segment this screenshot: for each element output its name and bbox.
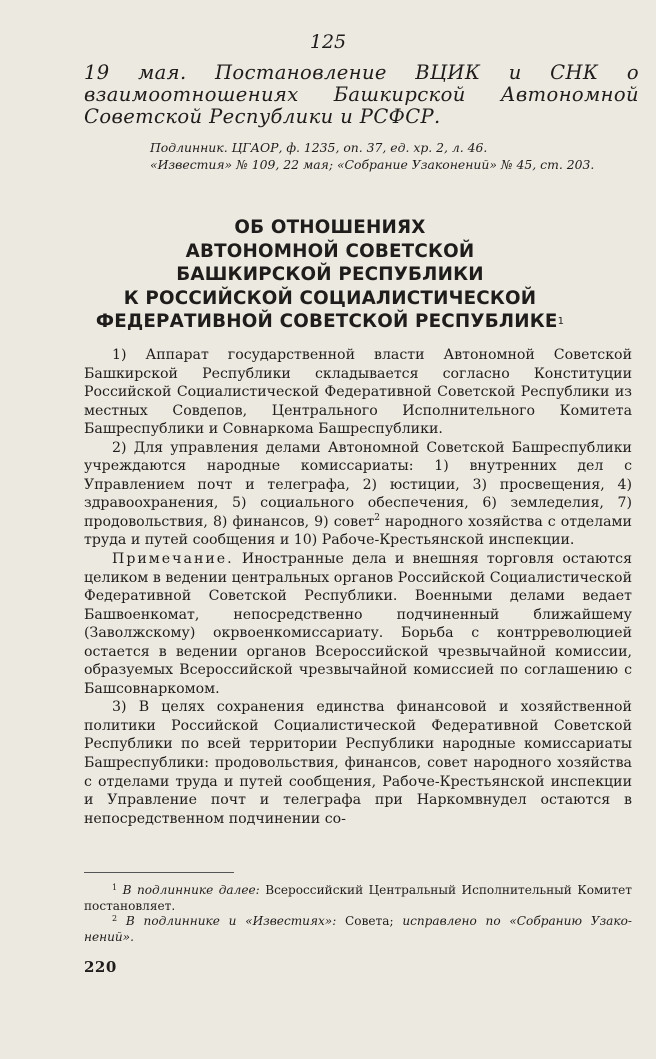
footnote-1-mark: 1 — [112, 883, 118, 892]
footnote-mark-2: 2 — [374, 512, 381, 523]
title-line: ОБ ОТНОШЕНИЯХ — [234, 217, 426, 238]
note-text: Иностранные дела и внешняя торговля остаются целиком в ведении центральных органов Российской Социалистической Федеративной Советской Республики. Военными делами ведает Башвоенкомат, непосредственно подчиненный ближайшему (Заволжскому) окрвоенкомиссариату. Борьба с контрреволюцией остается в ведении органов Всероссийской чрезвычайной комиссии, образуемых Всероссийской чрезвычайной комиссией по соглашению с Башсовнаркомом. — [84, 551, 632, 697]
footnote-1-text: Всероссийский Центральный Исполнительный Комитет постановляет. — [84, 883, 632, 913]
footnote-2-italic-end: исправлено по «Собранию Узаконений». — [84, 914, 632, 945]
paragraph-3: 3) В целях сохранения единства финансовой и хозяйственной политики Российской Социалистической Федеративной Советской Республики по всей территории Республики народные комиссариаты Башреспублики: продовольствия, финансов, совет народного хозяйства с отделами труда и путей сообщения, Рабоче-Крестьянской инспекции и Управление почт и телеграфа при Наркомвнудел остаются в непосредственном подчинении со- — [84, 699, 632, 827]
title-line: К РОССИЙСКОЙ СОЦИАЛИСТИЧЕСКОЙ — [123, 287, 537, 309]
source-line-archive: Подлинник. ЦГАОР, ф. 1235, оп. 37, ед. хр. 2, л. 46. — [150, 140, 488, 155]
title-line: АВТОНОМНОЙ СОВЕТСКОЙ — [185, 240, 475, 262]
footnotes — [84, 883, 632, 946]
document-heading: 19 мая. Постановление ВЦИК и СНК о взаимоотношениях Башкирской Автономной Советской Республики и РСФСР. — [84, 61, 639, 128]
footnote-1-italic: В подлиннике далее: — [122, 883, 260, 897]
decree-title — [60, 216, 600, 334]
footnote-2 — [84, 914, 632, 945]
title-line — [60, 310, 600, 334]
footnote-2-text: Совета; — [336, 914, 394, 929]
footnote-divider — [84, 872, 234, 873]
decree-body — [84, 346, 632, 828]
page-number-top: 125 — [309, 31, 347, 53]
title-line-text: ФЕДЕРАТИВНОЙ СОВЕТСКОЙ РЕСПУБЛИКЕ — [95, 311, 558, 332]
title-footnote-mark: 1 — [557, 316, 565, 327]
note-label: Примечание. — [112, 551, 234, 568]
title-line: БАШКИРСКОЙ РЕСПУБЛИКИ — [176, 264, 484, 285]
source-line-publication: «Известия» № 109, 22 мая; «Собрание Узаконений» № 45, ст. 203. — [150, 156, 595, 172]
source-reference — [150, 140, 638, 173]
paragraph-2-text-end: народного хозяйства с отделами труда и путей сообщения и 10) Рабоче-Крестьянской инспекции. — [84, 513, 632, 549]
footnote-2-italic: В подлиннике и «Известиях»: — [125, 914, 337, 929]
page-number-bottom: 220 — [84, 958, 117, 976]
paragraph-1: 1) Аппарат государственной власти Автономной Советской Башкирской Республики складывается согласно Конституции Российской Социалистической Федеративной Советской Республики из местных Совдепов, Центрального Исполнительного Комитета Башреспублики и Совнаркома Башреспублики. — [84, 347, 632, 438]
note-paragraph — [84, 550, 632, 698]
paragraph-2-text: 2) Для управления делами Автономной Советской Башреспублики учреждаются народные комиссариаты: 1) внутренних дел с Управлением почт и телеграфа, 2) юстиции, 3) просвещения, 4) здравоохранения, 5) социального обеспечения, 6) земледелия, 7) продовольствия, 8) финансов, 9) совет — [84, 439, 632, 530]
footnote-2-mark: 2 — [112, 914, 118, 924]
footnote-1 — [84, 883, 632, 914]
paragraph-2 — [84, 439, 632, 550]
